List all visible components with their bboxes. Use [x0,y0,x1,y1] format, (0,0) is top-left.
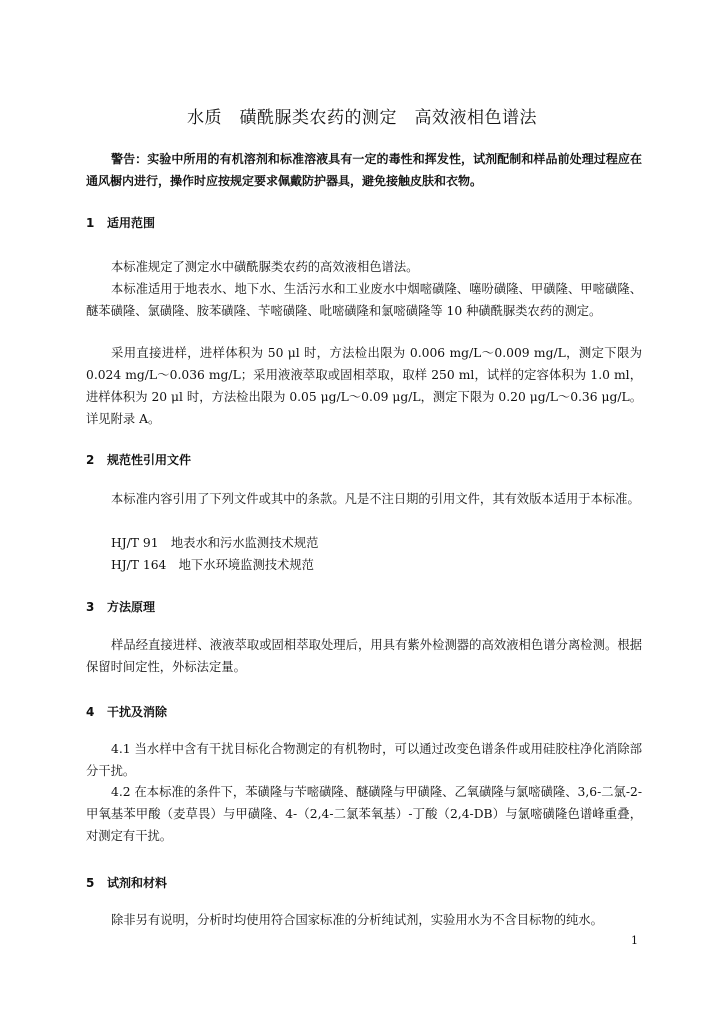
warning-paragraph: 警告：实验中所用的有机溶剂和标准溶液具有一定的毒性和挥发性，试剂配制和样品前处理过程应在通风橱内进行，操作时应按规定要求佩戴防护器具，避免接触皮肤和衣物。 [86,152,642,188]
section-5-paragraph-1: 除非另有说明，分析时均使用符合国家标准的分析纯试剂，实验用水为不含目标物的纯水。 [111,913,603,927]
reference-item: HJ/T 164 地下水环境监测技术规范 [111,558,314,572]
section-1-paragraph-1: 本标准规定了测定水中磺酰脲类农药的高效液相色谱法。 [111,260,419,274]
section-title: 试剂和材料 [107,876,168,890]
section-3-paragraph-1: 样品经直接进样、液液萃取或固相萃取处理后，用具有紫外检测器的高效液相色谱分离检测。根据保留时间定性，外标法定量。 [86,638,642,674]
section-number: 5 [86,876,95,890]
section-4-heading [86,701,167,723]
section-number: 3 [86,600,95,614]
section-number: 4 [86,705,95,719]
section-number: 1 [86,216,95,230]
section-5-heading [86,872,167,894]
section-title: 干扰及消除 [107,705,168,719]
document-title: 水质 磺酰脲类农药的测定 高效液相色谱法 [187,108,537,128]
section-1-paragraph-3: 采用直接进样，进样体积为 50 μl 时，方法检出限为 0.006 mg/L～0.009 mg/L，测定下限为 0.024 mg/L～0.036 mg/L；采用液液萃取或固相萃取，取样 250 ml，试样的定容体积为 1.0 ml，进样体积为 20 μl 时，方法检出限为 0.05 μg/L～0.09 μg/L，测定下限为 0.20 μg/L～0.36 μg/L。详见附录 A。 [86,346,642,426]
section-2-paragraph-1: 本标准内容引用了下列文件或其中的条款。凡是不注日期的引用文件，其有效版本适用于本标准。 [111,492,640,506]
section-2-heading [86,449,191,471]
section-4-paragraph-1: 4.1 当水样中含有干扰目标化合物测定的有机物时，可以通过改变色谱条件或用硅胶柱净化消除部分干扰。 [86,742,642,778]
section-1-paragraph-2: 本标准适用于地表水、地下水、生活污水和工业废水中烟嘧磺隆、噻吩磺隆、甲磺隆、甲嘧磺隆、醚苯磺隆、氯磺隆、胺苯磺隆、苄嘧磺隆、吡嘧磺隆和氯嘧磺隆等 10 种磺酰脲类农药的测定。 [86,282,642,318]
section-4-paragraph-2: 4.2 在本标准的条件下，苯磺隆与苄嘧磺隆、醚磺隆与甲磺隆、乙氧磺隆与氯嘧磺隆、3,6-二氯-2-甲氧基苯甲酸（麦草畏）与甲磺隆、4-（2,4-二氯苯氧基）-丁酸（2,4-DB）与氯嘧磺隆色谱峰重叠，对测定有干扰。 [86,785,642,843]
page-number: 1 [631,934,638,947]
section-number: 2 [86,453,95,467]
section-title: 规范性引用文件 [107,453,192,467]
section-title: 方法原理 [107,600,156,614]
section-1-heading [86,212,155,234]
section-3-heading [86,596,155,618]
reference-item: HJ/T 91 地表水和污水监测技术规范 [111,536,319,550]
section-title: 适用范围 [107,216,156,230]
